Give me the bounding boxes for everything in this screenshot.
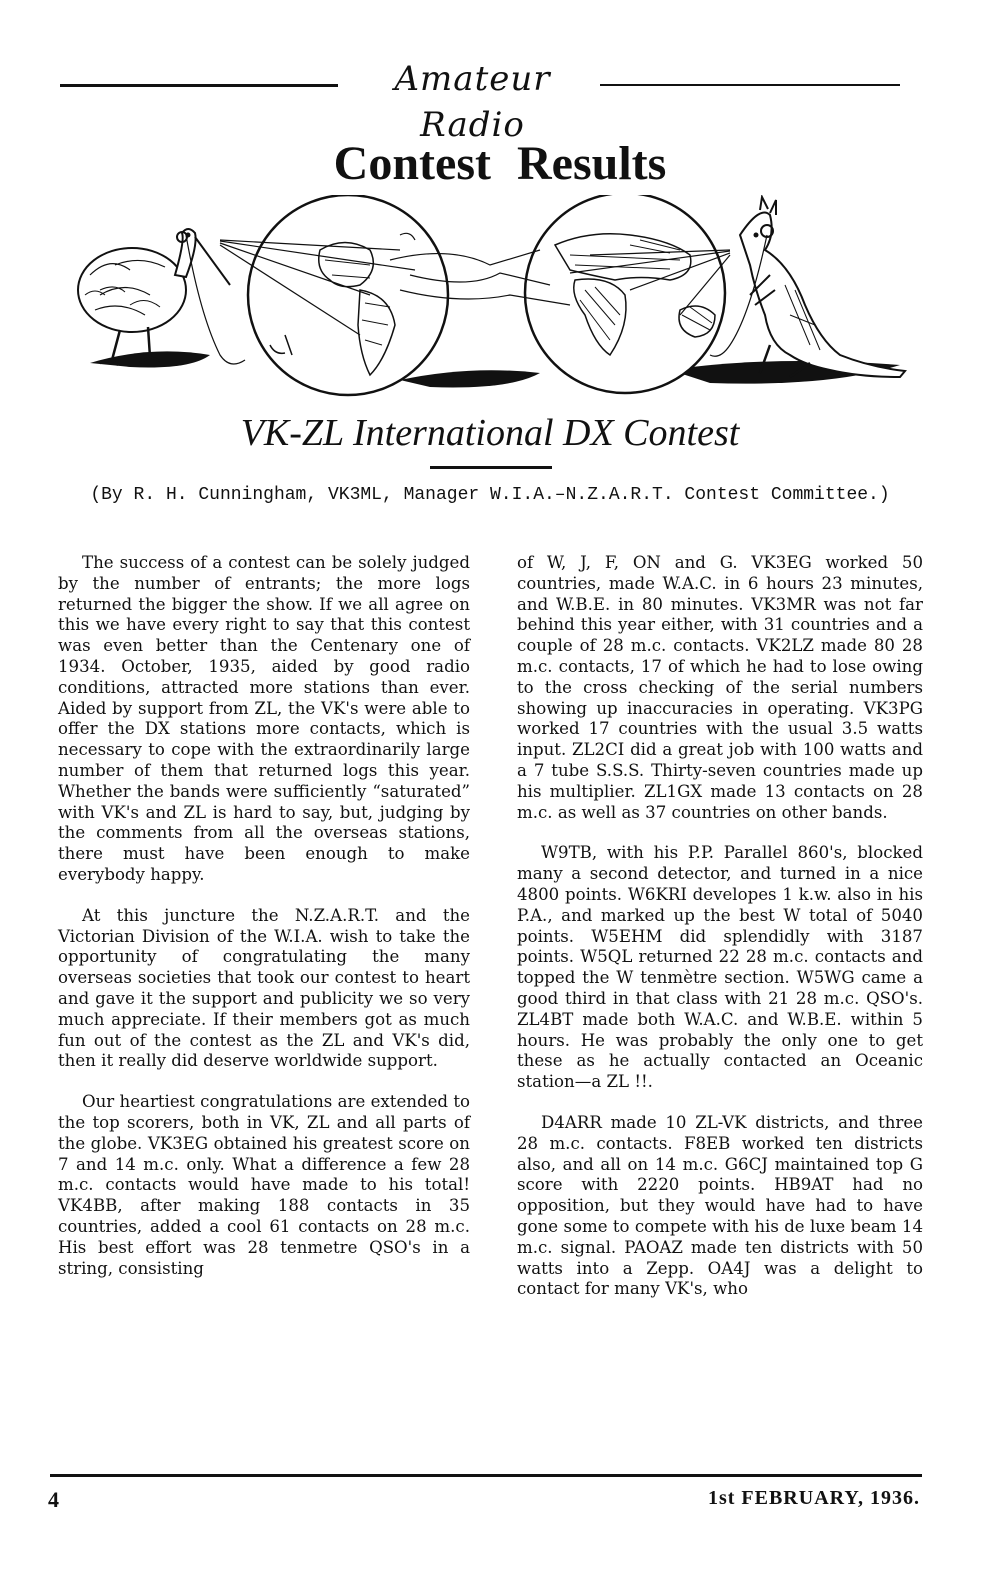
masthead-rule-right — [600, 84, 900, 86]
paragraph: W9TB, with his P.P. Parallel 860's, blocked many a second detector, and turned in a nice 4800 points. W6KRI developes 1 k.w. also in his P.A., and marked up the best W total of 5040 points. W5EHM did splendidly with 3187 points. W5QL returned 22 28 m.c. contacts and topped the W tenmètre section. W5WG came a good third in that class with 21 28 m.c. QSO's. ZL4BT made both W.A.C. and W.B.E. within 5 hours. He was probably the only one to get these as he actually contacted an Oceanic station—a ZL !!. — [517, 843, 923, 1092]
article-subtitle: VK-ZL International DX Contest — [240, 412, 740, 454]
kangaroo-icon — [710, 197, 905, 377]
masthead-title: Amateur Radio — [394, 59, 551, 145]
paragraph: D4ARR made 10 ZL-VK districts, and three 28 m.c. contacts. F8EB worked ten districts also, and all on 14 m.c. G6CJ maintained top G score with 2220 points. HB9AT had no opposition, but they would have had to have gone some to compete with his de luxe beam 14 m.c. signal. PAOAZ made ten districts with 50 watts into a Zepp. OA4J was a delight to contact for many VK's, who — [517, 1112, 923, 1299]
article-byline: (By R. H. Cunningham, VK3ML, Manager W.I.A.–N.Z.A.R.T. Contest Committee.) — [90, 485, 890, 505]
globe-africa-australia-icon — [525, 195, 725, 393]
issue-date: 1st FEBRUARY, 1936. — [707, 1487, 920, 1509]
kiwi-icon — [78, 229, 245, 365]
subtitle-divider — [430, 466, 552, 469]
paragraph: The success of a contest can be solely judged by the number of entrants; the more logs returned the bigger the show. If we all agree on this we have every right to say that this contest was even better than the Centenary one of 1934. October, 1935, aided by good radio conditions, attracted more stations than ever. Aided by support from ZL, the VK's were able to offer the DX stations more contacts, which is necessary to cope with the extraordinarily large number of them that returned logs this year. Whether the bands were sufficiently “saturated” with VK's and ZL is hard to say, but, judging by the comments from all the overseas stations, there must have been enough to make everybody happy. — [58, 553, 470, 884]
body-column-left — [58, 553, 470, 1299]
globe-americas-icon — [248, 195, 448, 395]
article-title: Contest Results — [333, 137, 667, 190]
body-column-right — [517, 553, 923, 1320]
paragraph: of W, J, F, ON and G. VK3EG worked 50 countries, made W.A.C. in 6 hours 23 minutes, and W.B.E. in 80 minutes. VK3MR was not far behind this year either, with 31 countries and a couple of 28 m.c. contacts. VK2LZ made 80 28 m.c. contacts, 17 of which he had to lose owing to the cross checking of the serial numbers showing up inaccuracies in operating. VK3PG worked 17 countries with the usual 3.5 watts input. ZL2CI did a great job with 100 watts and a 7 tube S.S.S. Thirty-seven countries made up his multiplier. ZL1GX made 13 contacts on 28 m.c. as well as 37 countries on other bands. — [517, 553, 923, 822]
contest-illustration — [70, 195, 910, 405]
paragraph: Our heartiest congratulations are extended to the top scorers, both in VK, ZL and all parts of the globe. VK3EG obtained his greatest score on 7 and 14 m.c. only. What a difference a few 28 m.c. contacts would have made to his total! VK4BB, after making 188 contacts in 35 countries, added a cool 61 contacts on 28 m.c. His best effort was 28 tenmetre QSO's in a string, consisting — [58, 1092, 470, 1278]
footer-rule — [50, 1474, 922, 1477]
paragraph: At this juncture the N.Z.A.R.T. and the Victorian Division of the W.I.A. wish to take the opportunity of congratulating the many overseas societies that took our contest to heart and gave it the support and publicity we so very much appreciate. If their members got as much fun out of the contest as the ZL and VK's did, then it really did deserve worldwide support. — [58, 905, 470, 1071]
masthead — [60, 56, 910, 145]
page-number: 4 — [48, 1487, 59, 1512]
masthead-rule-left — [60, 84, 338, 87]
